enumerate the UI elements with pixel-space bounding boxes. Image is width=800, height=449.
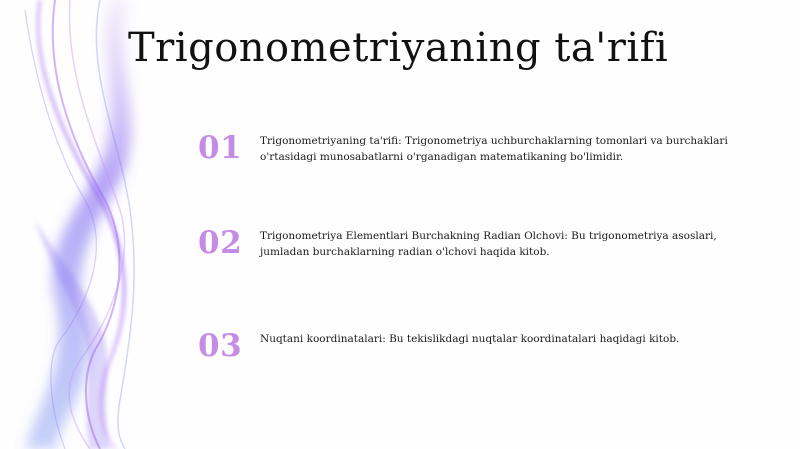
list-item bbox=[198, 326, 758, 386]
list-item bbox=[198, 223, 758, 283]
item-number: 03 bbox=[198, 328, 243, 364]
item-number: 01 bbox=[198, 130, 243, 166]
item-text: Trigonometriyaning ta'rifi: Trigonometriya uchburchaklarning tomonlari va burchaklari o'rtasidagi munosabatlarni o'rganadigan matematikaning bo'limidir. bbox=[260, 135, 728, 163]
list-item bbox=[198, 128, 758, 188]
slide-title: Trigonometriyaning ta'rifi bbox=[128, 25, 669, 71]
item-text: Nuqtani koordinatalari: Bu tekislikdagi nuqtalar koordinatalari haqidagi kitob. bbox=[260, 333, 680, 345]
item-number: 02 bbox=[198, 225, 243, 261]
item-text: Trigonometriya Elementlari Burchakning Radian Olchovi: Bu trigonometriya asoslari, jumladan burchaklarning radian o'lchovi haqida kitob. bbox=[260, 230, 717, 258]
